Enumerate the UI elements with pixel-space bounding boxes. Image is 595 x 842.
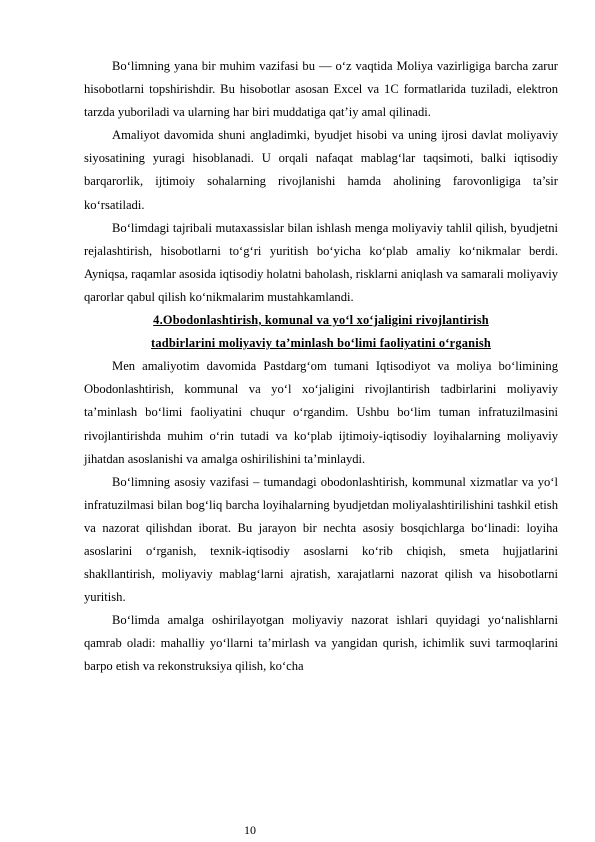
paragraph-reporting: Bo‘limning yana bir muhim vazifasi bu — o‘z vaqtida Moliya vazirligiga barcha zarur hisobotlarni topshirishdir. Bu hisobotlar asosan Excel va 1C formatlarida tuziladi, elektron tarzda yuboriladi va ularning har biri muddatiga qat’iy amal qilinadi.: [84, 59, 558, 120]
paragraph-control-directions: Bo‘limda amalga oshirilayotgan moliyaviy nazorat ishlari quyidagi yo‘nalishlarni qamrab oladi: mahalliy yo‘llarni ta’mirlash va yangidan qurish, ichimlik suvi tarmoqlarini barpo etish va rekonstruksiya qilish, ko‘cha: [84, 613, 558, 674]
paragraph-main-tasks: Bo‘limning asosiy vazifasi – tumandagi obodonlashtirish, kommunal xizmatlar va yo‘l infratuzilmasi bilan bog‘liq barcha loyihalarning byudjetdan moliyalashtirilishini tashkil etish va nazorat qilishdan iborat. Bu jarayon bir nechta asosiy bosqichlarga bo‘linadi: loyiha asoslarini o‘rganish, texnik-iqtisodiy asoslarni ko‘rib chiqish, smeta hujjatlarini shakllantirish, moliyaviy mablag‘larni ajratish, xarajatlarni nazorat qilish va hisobotlarni yuritish.: [84, 474, 558, 605]
paragraph-department-overview: Men amaliyotim davomida Pastdarg‘om tumani Iqtisodiyot va moliya bo‘limining Obodonlashtirish, kommunal va yo‘l xo‘jaligini rivojlantirish tadbirlarini moliyaviy ta’minlash bo‘limi faoliyatini chuqur o‘rgandim. Ushbu bo‘lim tuman infratuzilmasini rivojlantirishda muhim o‘rin tutadi va ko‘plab ijtimoiy-iqtisodiy loyihalarning moliyaviy jihatdan asoslanishi va amalga oshirilishini ta’minlaydi.: [84, 359, 558, 466]
section-heading-line-2: tadbirlarini moliyaviy ta’minlash bo‘limi faoliyatini o‘rganish: [151, 336, 491, 351]
section-heading-line-1: 4.Obodonlashtirish, komunal va yo‘l xo‘jaligini rivojlantirish: [153, 313, 489, 328]
page-body: [84, 55, 558, 679]
paragraph-skills-gained: Bo‘limdagi tajribali mutaxassislar bilan ishlash menga moliyaviy tahlil qilish, byudjetni rejalashtirish, hisobotlarni to‘g‘ri yuritish bo‘yicha ko‘plab amaliy ko‘nikmalar berdi. Ayniqsa, raqamlar asosida iqtisodiy holatni baholash, risklarni aniqlash va samarali moliyaviy qarorlar qabul qilish ko‘nikmalarim mustahkamlandi.: [84, 220, 558, 304]
paragraph-budget-importance: Amaliyot davomida shuni angladimki, byudjet hisobi va uning ijrosi davlat moliyaviy siyosatining yuragi hisoblanadi. U orqali nafaqat mablag‘lar taqsimoti, balki iqtisodiy barqarorlik, ijtimoiy sohalarning rivojlanishi hamda aholining farovonligiga ta’sir ko‘rsatiladi.: [84, 128, 558, 212]
page-number: 10: [244, 823, 256, 837]
section-heading: [84, 309, 558, 355]
